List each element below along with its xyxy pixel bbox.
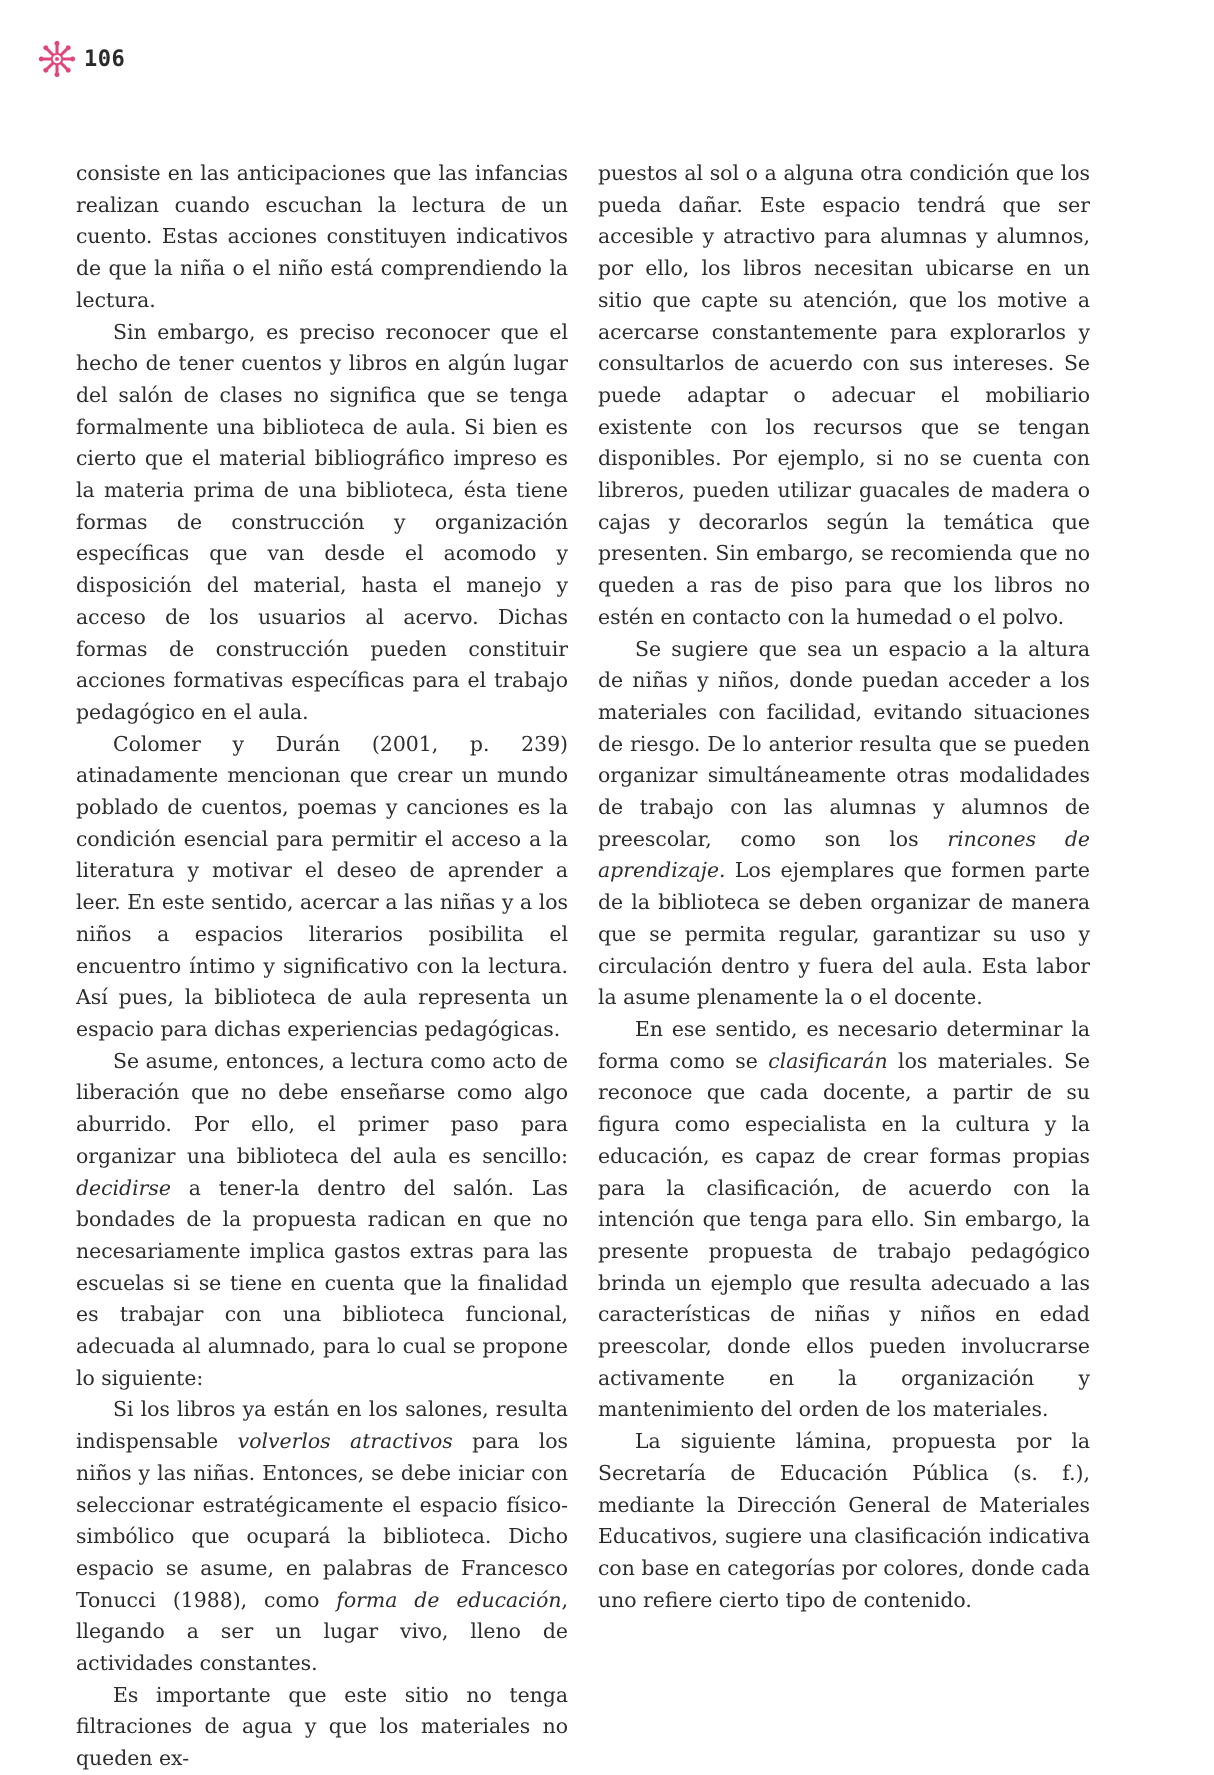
paragraph: Se sugiere que sea un espacio a la altura de niñas y niños, donde puedan acceder a los materiales con facilidad, evitando situaciones de riesgo. De lo anterior resulta que se pueden organizar simultáneamente otras modalidades de trabajo con las alumnas y alumnos de preescolar, como son los rincones de aprendizaje. Los ejemplares que formen parte de la biblioteca se deben organizar de manera que se permita regular, garantizar su uso y circulación dentro y fuera del aula. Esta labor la asume plenamente la o el docente.: [598, 636, 1090, 1010]
emphasis: rincones de aprendizaje.: [598, 826, 1090, 883]
paragraph: puestos al sol o a alguna otra condición que los pueda dañar. Este espacio tendrá que ser accesible y atractivo para alumnas y alumnos, por ello, los libros necesitan ubicarse en un sitio que capte su atención, que los motive a acercarse constantemente para explorarlos y consultarlos de acuerdo con sus intereses. Se puede adaptar o adecuar el mobiliario existente con los recursos que se tengan disponibles. Por ejemplo, si no se cuenta con libreros, pueden utilizar guacales de madera o cajas y decorarlos según la temática que presenten. Sin embargo, se recomienda que no queden a ras de piso para que los libros no estén en contacto con la humedad o el polvo.: [598, 161, 1090, 629]
page-number: 106: [84, 46, 126, 72]
page-header: [38, 40, 125, 78]
left-column: [76, 158, 568, 1775]
emphasis: volverlos atractivos: [237, 1429, 453, 1454]
paragraph: Si los libros ya están en los salones, resulta indispensable volverlos atractivos para los niños y las niñas. Entonces, se debe iniciar con seleccionar estratégicamente el espacio físico-simbólico que ocupará la biblioteca. Dicho espacio se asume, en palabras de Francesco Tonucci (1988), como forma de educación, llegando a ser un lugar vivo, lleno de actividades constantes.: [76, 1397, 568, 1676]
paragraph: Sin embargo, es preciso reconocer que el hecho de tener cuentos y libros en algún lugar del salón de clases no significa que se tenga formalmente una biblioteca de aula. Si bien es cierto que el material bibliográfico impreso es la materia prima de una biblioteca, ésta tiene formas de construcción y organización específicas que van desde el acomodo y disposición del material, hasta el manejo y acceso de los usuarios al acervo. Dichas formas de construcción pueden constituir acciones formativas específicas para el trabajo pedagógico en el aula.: [76, 319, 568, 724]
paragraph: consiste en las anticipaciones que las infancias realizan cuando escuchan la lectura de un cuento. Estas acciones constituyen indicativos de que la niña o el niño está comprendiendo la lectura.: [76, 161, 568, 312]
emphasis: decidirse: [76, 1175, 171, 1200]
paragraph: En ese sentido, es necesario determinar la forma como se clasificarán los materiales. Se reconoce que cada docente, a partir de su figura como especialista en la cultura y la educación, es capaz de crear formas propias para la clasificación, de acuerdo con la intención que tenga para ello. Sin embargo, la presente propuesta de trabajo pedagógico brinda un ejemplo que resulta adecuado a las características de niñas y niños en edad preescolar, donde ellos pueden involucrarse activamente en la organización y mantenimiento del orden de los materiales.: [598, 1016, 1090, 1422]
paragraph: Se asume, entonces, a lectura como acto de liberación que no debe enseñarse como algo aburrido. Por ello, el primer paso para organizar una biblioteca del aula es sencillo: decidirse a tener-la dentro del salón. Las bondades de la propuesta radican en que no necesariamente implica gastos extras para las escuelas si se tiene en cuenta que la finalidad es trabajar con una biblioteca funcional, adecuada al alumnado, para lo cual se propone lo siguiente:: [76, 1048, 568, 1390]
paragraph: La siguiente lámina, propuesta por la Secretaría de Educación Pública (s. f.), mediante la Dirección General de Materiales Educativos, sugiere una clasificación indicativa con base en categorías por colores, donde cada uno refiere cierto tipo de contenido.: [598, 1429, 1090, 1612]
right-column: [598, 158, 1090, 1616]
asterisk-flower-icon: [38, 40, 76, 78]
emphasis: forma de educación: [336, 1587, 562, 1612]
paragraph: Es importante que este sitio no tenga filtraciones de agua y que los materiales no queden ex-: [76, 1682, 568, 1771]
paragraph: Colomer y Durán (2001, p. 239) atinadamente mencionan que crear un mundo poblado de cuentos, poemas y canciones es la condición esencial para permitir el acceso a la literatura y motivar el deseo de aprender a leer. En este sentido, acercar a las niñas y a los niños a espacios literarios posibilita el encuentro íntimo y significativo con la lectura. Así pues, la biblioteca de aula representa un espacio para dichas experiencias pedagógicas.: [76, 731, 568, 1041]
emphasis: clasificarán: [768, 1048, 888, 1073]
